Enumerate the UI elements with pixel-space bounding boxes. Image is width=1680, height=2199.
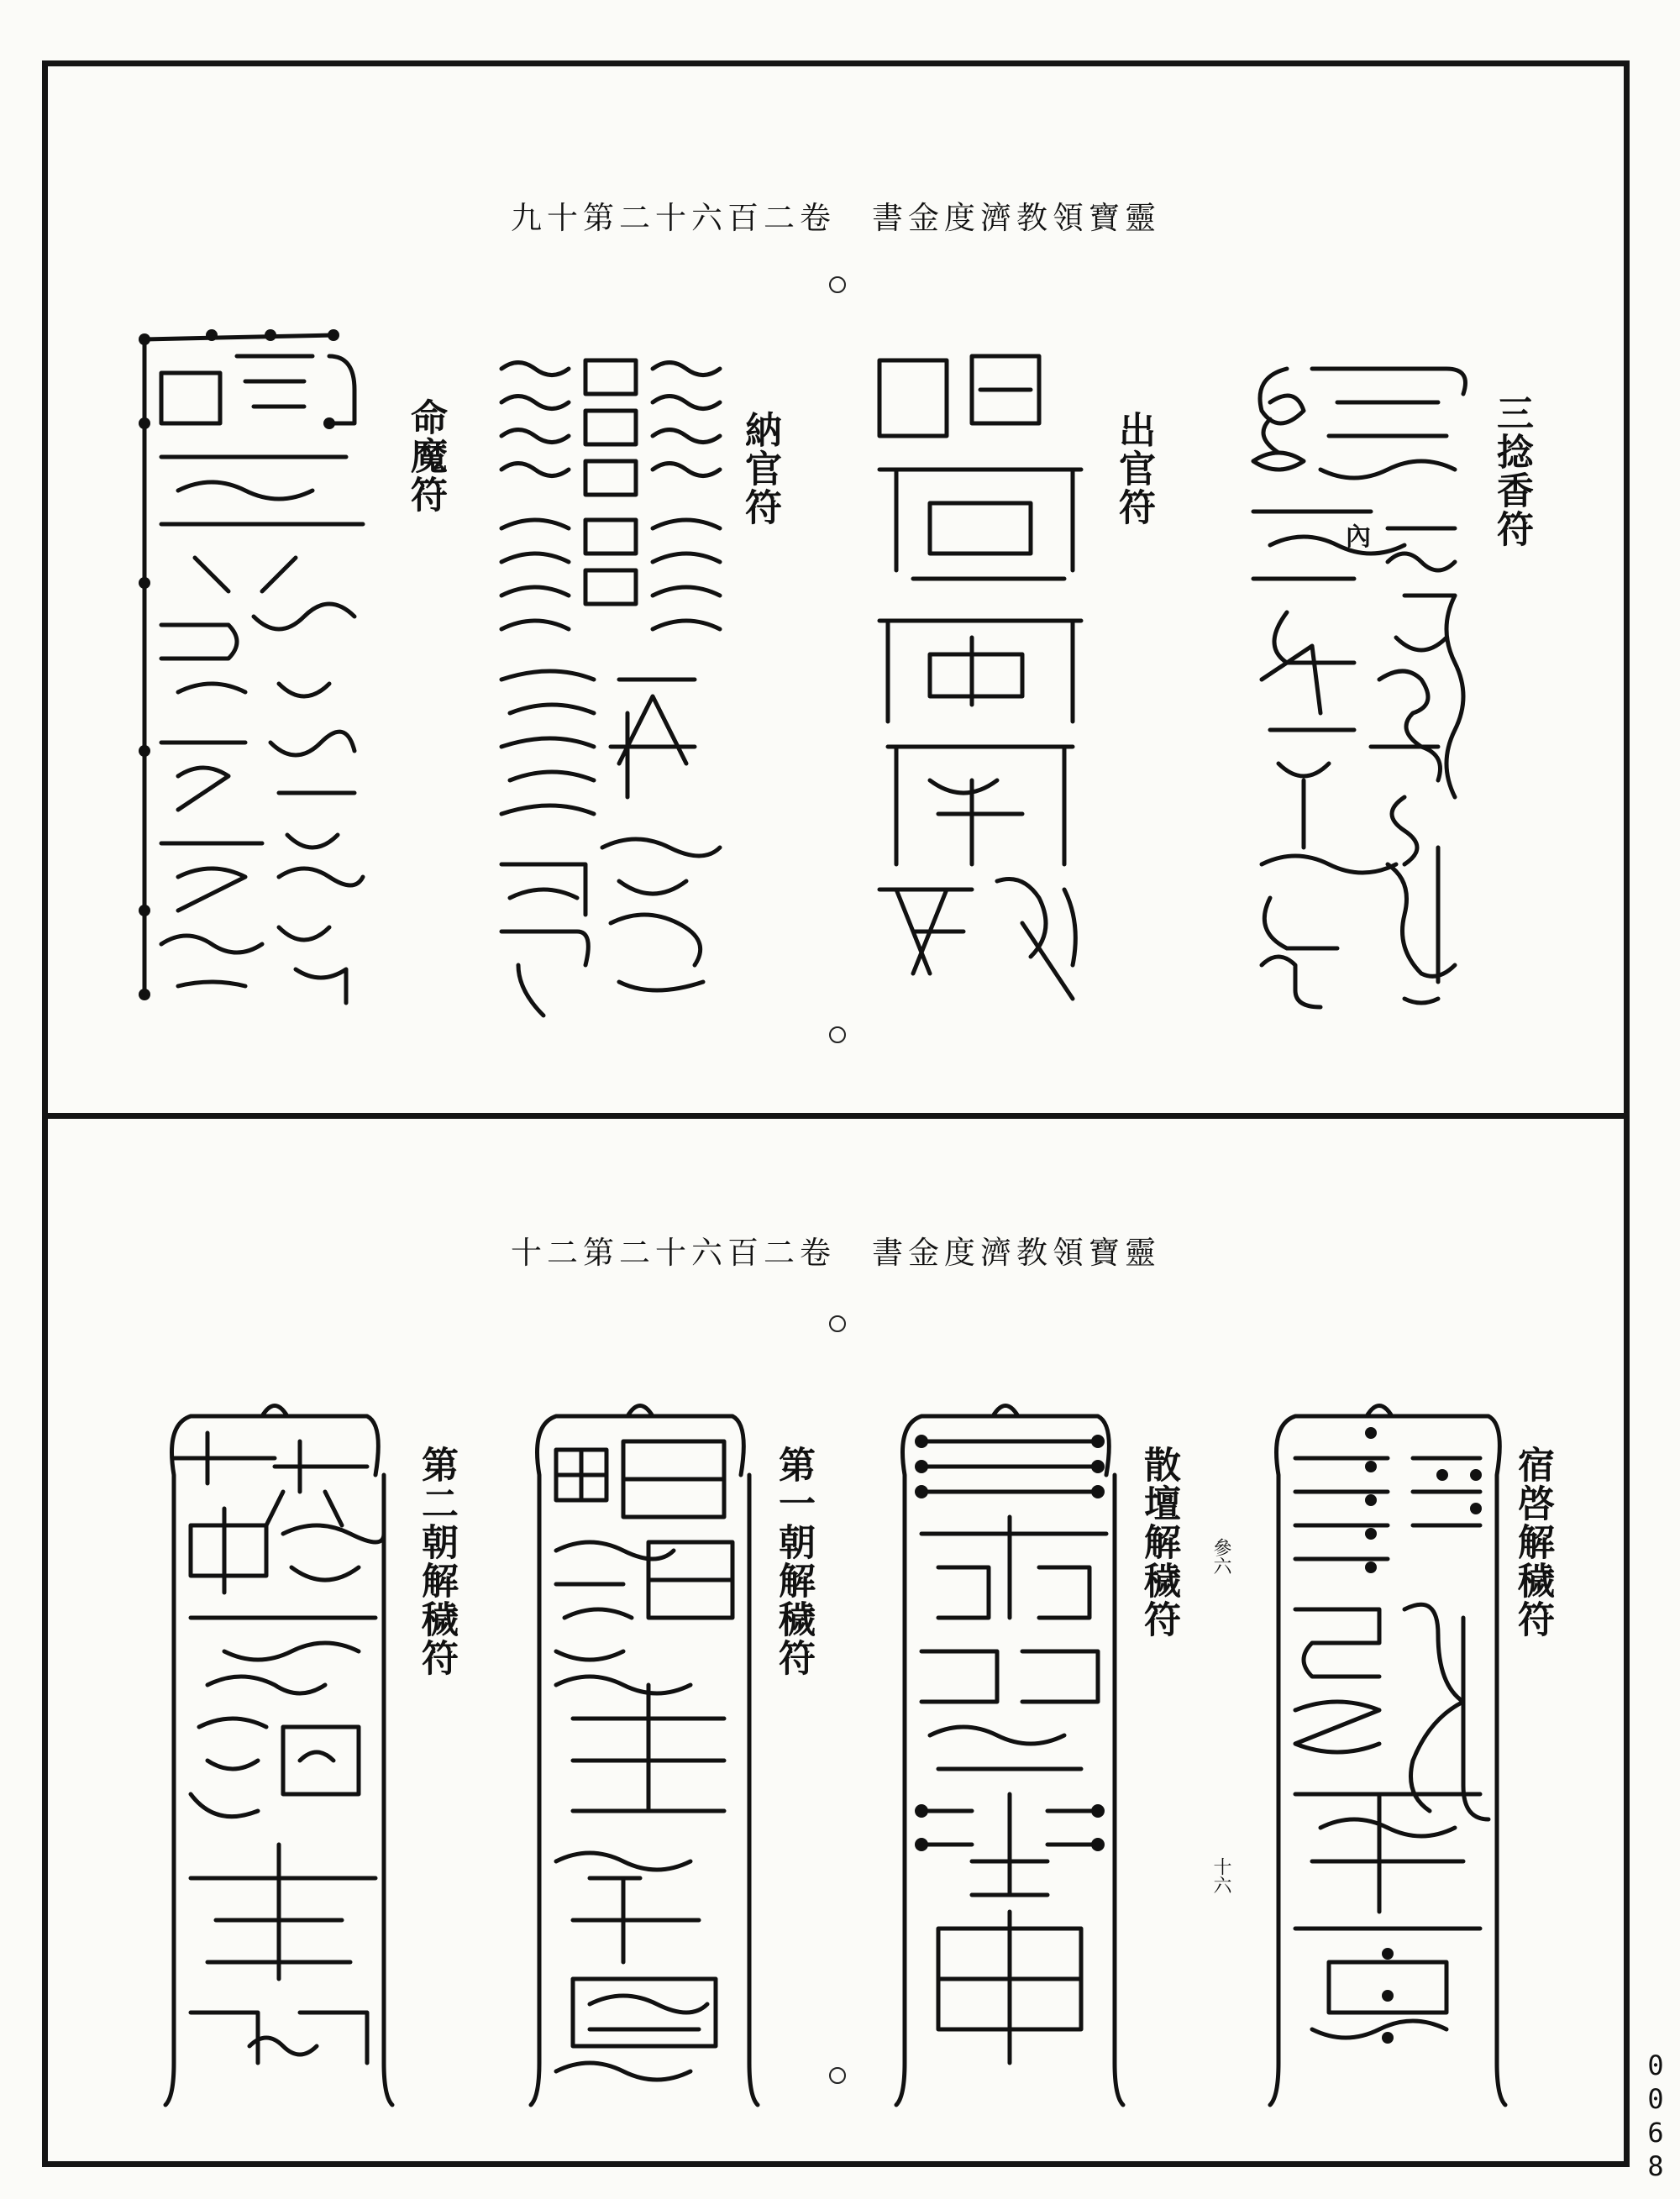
margin-note: 參六 (1210, 1538, 1231, 1575)
talisman-naguan (485, 344, 737, 1024)
bottom-page-panel (42, 1113, 1630, 2167)
bottom-page-header: 十二第二十六百二卷 書金度濟教領寶靈 (511, 1235, 1161, 1271)
margin-note: 十六 (1210, 1857, 1231, 1894)
talisman-label-mingmo: 命魔符 (404, 398, 447, 514)
talisman-label-chuguan: 出官符 (1112, 411, 1155, 527)
binding-hole (829, 276, 846, 293)
talisman-sannianxiang (1236, 344, 1488, 1016)
talisman-label-sannianxiang: 三捻香符 (1490, 394, 1533, 548)
talisman-diyichao-jiehui (522, 1408, 766, 2105)
binding-hole (829, 2067, 846, 2084)
page-number: 0068 (1640, 2049, 1672, 2184)
talisman-santan-jiehui (888, 1408, 1131, 2105)
talisman-label-naguan: 納官符 (738, 411, 781, 527)
talisman-label-santan: 散壇解穢符 (1137, 1446, 1180, 1639)
inline-glyph: 內 (1346, 522, 1371, 552)
talisman-mingmo (128, 323, 401, 1011)
talisman-label-diyichao: 第一朝解穢符 (772, 1446, 815, 1677)
talisman-chuguan (863, 344, 1106, 1016)
binding-hole (829, 1315, 846, 1332)
binding-hole (829, 1026, 846, 1043)
top-page-panel (42, 60, 1630, 1119)
talisman-label-suqi: 宿啓解穢符 (1511, 1446, 1554, 1639)
top-page-header: 九十第二十六百二卷 書金度濟教領寶靈 (511, 200, 1161, 236)
talisman-dierchao-jiehui (157, 1408, 401, 2105)
talisman-suqi-jiehui (1262, 1408, 1514, 2105)
talisman-label-dierchao: 第二朝解穢符 (415, 1446, 458, 1677)
